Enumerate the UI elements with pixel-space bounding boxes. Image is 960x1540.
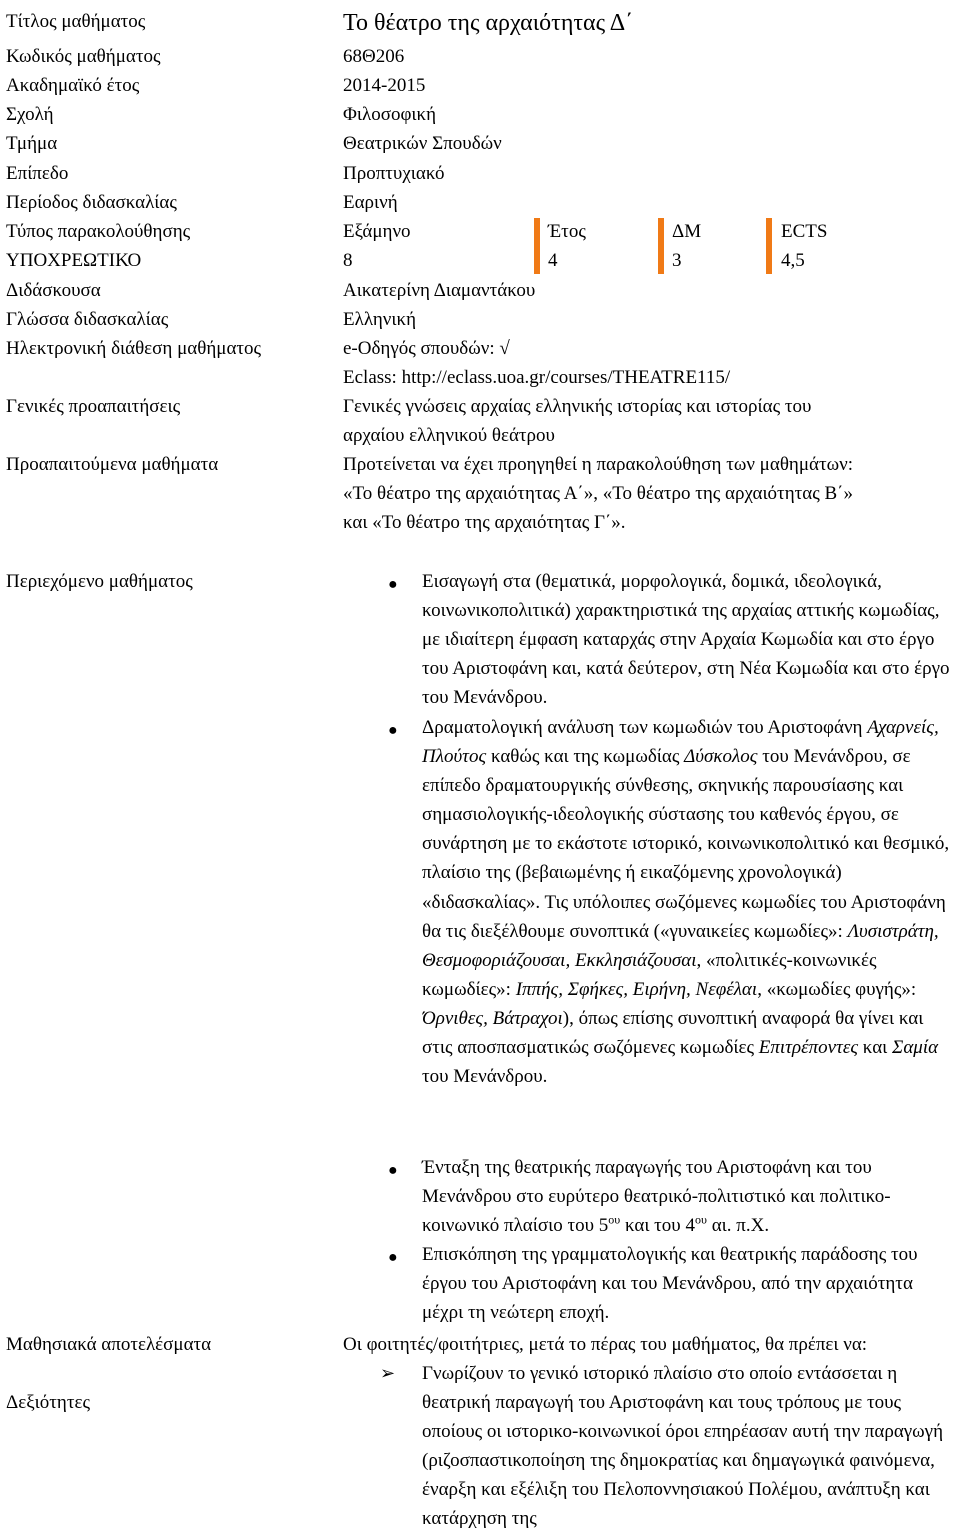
label-outcomes: Μαθησιακά αποτελέσματα bbox=[6, 1334, 212, 1355]
value-general-prereq-1: Γενικές γνώσεις αρχαίας ελληνικής ιστορίας και ιστορίας του bbox=[343, 396, 812, 417]
bullet-dot-icon: ● bbox=[388, 1249, 398, 1266]
value-study-guide: e-Οδηγός σπουδών: √ bbox=[343, 338, 510, 359]
bullet-dot-icon: ● bbox=[388, 1162, 398, 1179]
label-language: Γλώσσα διδασκαλίας bbox=[6, 309, 169, 330]
value-prereq-courses-1: Προτείνεται να έχει προηγηθεί η παρακολούθηση των μαθημάτων: bbox=[343, 454, 854, 475]
label-school: Σχολή bbox=[6, 104, 54, 125]
label-level: Επίπεδο bbox=[6, 163, 69, 184]
skills-item-1: Γνωρίζουν το γενικό ιστορικό πλαίσιο στο οποίο εντάσσεται η θεατρική παραγωγή του Αριστοφάνη και τους τρόπους με τους οποίους οι ιστορικο-κοινωνικοί όροι επηρέασαν αυτή την παραγωγή (ριζοσπαστικοποίηση της δημοκρατίας και δημαγωγικά φαινόμενα, έναρξη και εξέλιξη του Πελοποννησιακού Πολέμου, ανάπτυξη και κατάρχηση της bbox=[422, 1363, 944, 1530]
label-year: Ακαδημαϊκό έτος bbox=[6, 75, 140, 96]
column-year-header: Έτος bbox=[548, 221, 586, 242]
value-year-number: 4 bbox=[548, 250, 558, 271]
content-bullet-1: Εισαγωγή στα (θεματικά, μορφολογικά, δομικά, ιδεολογικά, κοινωνικοπολιτικά) χαρακτηριστικά της αρχαίας αττικής κωμωδίας, με ιδιαίτερη έμφαση καταρχάς στην Αρχαία Κωμωδία και στο έργο του Αριστοφάνη και, κατά δεύτερον, στη Νέα Κωμωδία και στο έργο του Μενάνδρου. bbox=[422, 571, 950, 709]
eclass-link[interactable]: Eclass: http://eclass.uoa.gr/courses/THEATRE115/ bbox=[343, 367, 731, 388]
label-title: Τίτλος μαθήματος bbox=[6, 11, 146, 32]
column-ects-header: ECTS bbox=[781, 221, 828, 242]
value-attendance: Εξάμηνο bbox=[343, 221, 411, 242]
content-bullet-2: Δραματολογική ανάλυση των κωμωδιών του Αριστοφάνη Αχαρνείς, Πλούτος καθώς και της κωμωδίας Δύσκολος του Μενάνδρου, σε επίπεδο δραματουργικής σύνθεσης, σκηνικής παρουσίασης και σημασιολογικής-ιδεολογικής σύστασης του καθενός έργου, σε συνάρτηση με το εκάστοτε ιστορικό, κοινωνικοπολιτικό και θεσμικό, πλαίσιο της (βεβαιωμένης ή εικαζόμενης χρονολογικά) «διδασκαλίας». Τις υπόλοιπες σωζόμενες κωμωδίες του Αριστοφάνη θα τις διεξέλθουμε συνοπτικά («γυναικείες κωμωδίες»: Λυσιστράτη, Θεσμοφοριάζουσαι, Εκκλησιάζουσαι, «πολιτικές-κοινωνικές κωμωδίες»: Ιππής, Σφήκες, Ειρήνη, Νεφέλαι, «κωμωδίες φυγής»: Όρνιθες, Βάτραχοι), όπως επίσης συνοπτική αναφορά θα γίνει και στις αποσπασματικώς σωζόμενες κωμωδίες Επιτρέποντες και Σαμία του Μενάνδρου. bbox=[422, 717, 950, 1088]
value-level: Προπτυχιακό bbox=[343, 163, 445, 184]
outcomes-intro: Οι φοιτητές/φοιτήτριες, μετά το πέρας του μαθήματος, θα πρέπει να: bbox=[343, 1334, 868, 1355]
value-prereq-courses-2: «Το θέατρο της αρχαιότητας Α΄», «Το θέατρο της αρχαιότητας Β΄» bbox=[343, 483, 853, 504]
content-bullet-3: Ένταξη της θεατρικής παραγωγής του Αριστοφάνη και του Μενάνδρου στο ευρύτερο θεατρικό-πολιτιστικό και πολιτικο-κοινωνικό πλαίσιο του $5^{o\upsilon}$ και του $4^{o\upsilon}$ αι. π.Χ. bbox=[422, 1157, 891, 1237]
value-period: Εαρινή bbox=[343, 192, 398, 213]
label-online: Ηλεκτρονική διάθεση μαθήματος bbox=[6, 338, 262, 359]
bullet-dot-icon: ● bbox=[388, 722, 398, 739]
value-code: 68Θ206 bbox=[343, 46, 405, 67]
label-general-prereq: Γενικές προαπαιτήσεις bbox=[6, 396, 181, 417]
value-semester: 8 bbox=[343, 250, 353, 271]
value-prereq-courses-3: και «Το θέατρο της αρχαιότητας Γ΄». bbox=[343, 512, 626, 533]
separator-bar bbox=[658, 218, 664, 274]
bullet-dot-icon: ● bbox=[388, 576, 398, 593]
value-dm: 3 bbox=[672, 250, 682, 271]
label-attendance: Τύπος παρακολούθησης bbox=[6, 221, 191, 242]
label-content: Περιεχόμενο μαθήματος bbox=[6, 571, 193, 592]
separator-bar bbox=[766, 218, 772, 274]
label-department: Τμήμα bbox=[6, 133, 58, 154]
column-dm-header: ΔΜ bbox=[672, 221, 702, 242]
value-year: 2014-2015 bbox=[343, 75, 426, 96]
value-ects: 4,5 bbox=[781, 250, 805, 271]
label-mandatory: ΥΠΟΧΡΕΩΤΙΚΟ bbox=[6, 250, 142, 271]
label-instructor: Διδάσκουσα bbox=[6, 280, 101, 301]
value-instructor: Αικατερίνη Διαμαντάκου bbox=[343, 280, 536, 301]
label-period: Περίοδος διδασκαλίας bbox=[6, 192, 177, 213]
arrowhead-bullet-icon: ➢ bbox=[380, 1363, 396, 1383]
value-language: Ελληνική bbox=[343, 309, 417, 330]
value-school: Φιλοσοφική bbox=[343, 104, 437, 125]
separator-bar bbox=[534, 218, 540, 274]
value-general-prereq-2: αρχαίου ελληνικού θεάτρου bbox=[343, 425, 555, 446]
value-department: Θεατρικών Σπουδών bbox=[343, 133, 502, 154]
content-bullet-4: Επισκόπηση της γραμματολογικής και θεατρικής παράδοσης του έργου του Αριστοφάνη και του Μενάνδρου, από την αρχαιότητα μέχρι τη νεώτερη εποχή. bbox=[422, 1244, 918, 1324]
label-prereq-courses: Προαπαιτούμενα μαθήματα bbox=[6, 454, 219, 475]
course-title: Το θέατρο της αρχαιότητας Δ΄ bbox=[343, 10, 634, 36]
label-skills: Δεξιότητες bbox=[6, 1392, 90, 1413]
label-code: Κωδικός μαθήματος bbox=[6, 46, 161, 67]
